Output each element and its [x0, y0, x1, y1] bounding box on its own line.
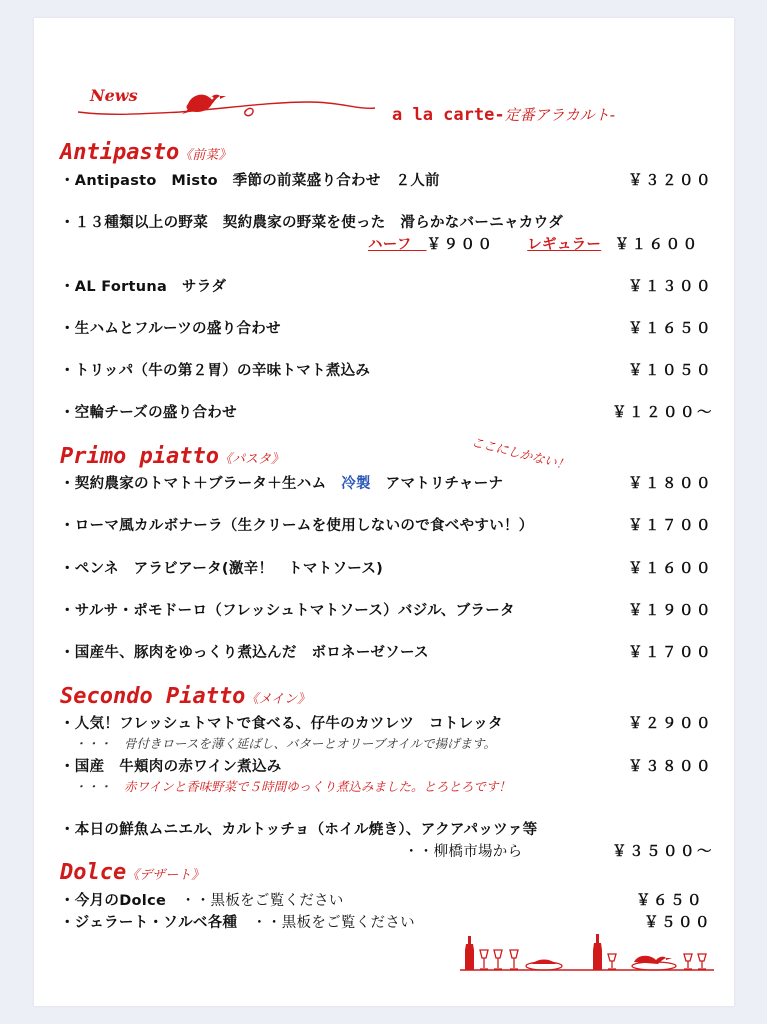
- section-title: Antipasto: [60, 140, 180, 165]
- menu-item: ・１３種類以上の野菜 契約農家の野菜を使った 滑らかなバーニャカウダ: [60, 215, 564, 231]
- item-price: ￥１９００: [628, 603, 713, 619]
- item-note: ・・・ 骨付きロースを薄く延ばし、バターとオリーブオイルで揚げます。: [74, 736, 497, 751]
- item-price: ￥１６５０: [628, 321, 713, 337]
- menu-item: ・人気！フレッシュトマトで食べる、仔牛のカツレツ コトレッタ: [60, 716, 503, 732]
- item-price: ￥１７００: [628, 518, 713, 534]
- menu-item: ・本日の鮮魚ムニエル、カルトッチョ（ホイル焼き）、アクアパッツァ等: [60, 822, 538, 838]
- regular-label: レギュラー: [527, 237, 602, 253]
- chilled-tag: 冷製: [341, 476, 371, 492]
- section-antipasto: [60, 140, 231, 165]
- alacarte-mono: a la carte-: [392, 105, 505, 125]
- menu-item: ・Antipasto Misto 季節の前菜盛り合わせ ２人前: [60, 173, 440, 189]
- table-decoration: [458, 932, 718, 974]
- item-sub: ・・柳橋市場から: [404, 844, 523, 860]
- section-primo: [60, 444, 284, 469]
- item-note: ・・・ 赤ワインと香味野菜で５時間ゆっくり煮込みました。とろとろです！: [74, 779, 511, 794]
- item-price: ￥３５００～: [612, 844, 714, 860]
- section-subtitle: 《デザート》: [126, 868, 205, 883]
- item-price: ￥５００: [644, 915, 712, 931]
- alacarte-jp: 定番アラカルト-: [504, 106, 616, 124]
- item-price: ￥１７００: [628, 645, 713, 661]
- callout-only-here: ここにしかない！: [469, 433, 571, 473]
- item-price: ￥１０５０: [628, 363, 713, 379]
- section-secondo: [60, 684, 310, 709]
- bird-icon: [182, 95, 226, 114]
- regular-price: ￥１６００: [614, 237, 700, 253]
- menu-item: ・空輪チーズの盛り合わせ: [60, 405, 237, 421]
- wine-bottle-icon: [593, 934, 602, 970]
- section-title: Primo piatto: [60, 444, 219, 469]
- wine-glass-icon: [684, 954, 706, 969]
- menu-item: ・今月のDolce ・・黒板をご覧ください: [60, 893, 344, 909]
- half-price: ￥９００: [426, 237, 495, 253]
- menu-item: ・ローマ風カルボナーラ（生クリームを使用しないので食べやすい！）: [60, 518, 534, 534]
- news-label: News: [90, 86, 138, 105]
- menu-item: ・国産牛、豚肉をゆっくり煮込んだ ボロネーゼソース: [60, 645, 429, 661]
- plate-icon: [526, 960, 562, 971]
- menu-item: ・AL Fortuna サラダ: [60, 279, 227, 295]
- alacarte-heading: [392, 104, 615, 125]
- menu-item: ・契約農家のトマト＋ブラータ＋生ハム 冷製 アマトリチャーナ: [60, 476, 504, 492]
- wine-glass-icon: [608, 954, 616, 969]
- menu-item: ・生ハムとフルーツの盛り合わせ: [60, 321, 281, 337]
- item-price: ￥１２００～: [612, 405, 714, 421]
- item-price: ￥２９００: [628, 716, 713, 732]
- section-title: Secondo Piatto: [60, 684, 246, 709]
- section-dolce: [60, 860, 204, 885]
- menu-item: ・国産 牛頬肉の赤ワイン煮込み: [60, 759, 282, 775]
- item-price: ￥３８００: [628, 759, 713, 775]
- item-price: ￥３２００: [628, 173, 713, 189]
- wine-bottle-icon: [465, 936, 474, 970]
- item-price: ￥１３００: [628, 279, 713, 295]
- menu-page: [34, 18, 734, 1006]
- bird-icon: [632, 956, 676, 970]
- wine-glass-icon: [480, 950, 518, 969]
- section-subtitle: 《パスタ》: [218, 452, 284, 467]
- section-title: Dolce: [60, 860, 127, 885]
- item-price: ￥６５０: [636, 893, 704, 909]
- menu-item: ・トリッパ（牛の第２胃）の辛味トマト煮込み: [60, 363, 371, 379]
- section-subtitle: 《メイン》: [245, 692, 311, 707]
- section-subtitle: 《前菜》: [179, 148, 232, 163]
- menu-item: ・ペンネ アラビアータ(激辛！ トマトソース): [60, 561, 384, 577]
- half-label: ハーフ: [368, 237, 412, 253]
- item-price: ￥１８００: [628, 476, 713, 492]
- item-price: ￥１６００: [628, 561, 713, 577]
- bagna-price-line: [368, 233, 700, 254]
- menu-item: ・ジェラート・ソルベ各種 ・・黒板をご覧ください: [60, 915, 415, 931]
- menu-item: ・サルサ・ポモドーロ（フレッシュトマトソース）バジル、ブラータ: [60, 603, 515, 619]
